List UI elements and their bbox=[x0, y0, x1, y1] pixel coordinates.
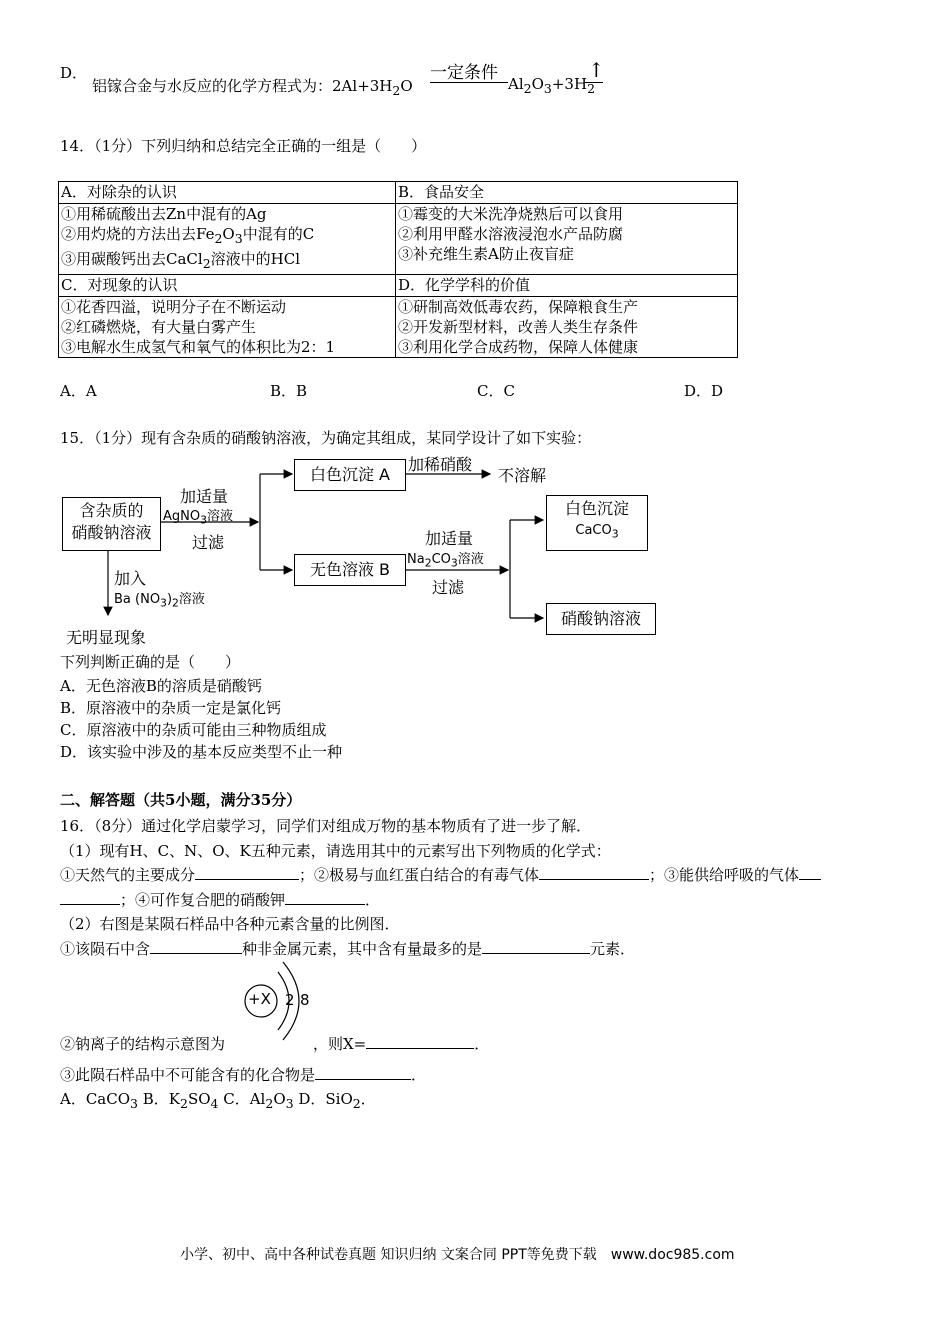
section2-title: 二、解答题（共5小题，满分35分） bbox=[60, 791, 302, 809]
down-add: 加入 bbox=[114, 569, 147, 588]
cell-b-body: ①霉变的大米洗净烧熟后可以食用 ②利用甲醛水溶液浸泡水产品防腐 ③补充维生素A防止夜盲症 bbox=[396, 204, 738, 275]
q13-condition: 一定条件 bbox=[430, 63, 498, 83]
step2-bottom: 过滤 bbox=[432, 578, 465, 597]
blank-x-value[interactable] bbox=[366, 1034, 474, 1049]
white-ppt-caco3-box: 白色沉淀 CaCO$_3$ bbox=[546, 495, 648, 551]
cell-a-body: ①用稀硫酸出去Zn中混有的Ag ②用灼烧的方法出去$Fe_2O_3$中混有的C ③用碳酸钙出去CaCl$_2$溶液中的HCl bbox=[59, 204, 396, 275]
q15-choice-b[interactable]: B．原溶液中的杂质一定是氯化钙 bbox=[60, 699, 282, 717]
step1-top: 加适量 bbox=[180, 487, 229, 506]
q16-p6b: ，则X= ． bbox=[313, 1035, 490, 1053]
gas-arrow-icon: ↑ bbox=[588, 58, 605, 82]
footer-text: 小学、初中、高中各种试卷真题 知识归纳 文案合同 PPT等免费下载 www.doc985.com bbox=[180, 1247, 735, 1263]
q13-eq-right: $Al_2O_3+3H_2$ bbox=[508, 75, 596, 96]
down-reagent: Ba $(NO_3)_2$溶液 bbox=[114, 592, 205, 610]
q13-eq-left: $2Al+3H_2O$ bbox=[332, 77, 413, 98]
q16-stem: 16．（8分）通过化学启蒙学习，同学们对组成万物的基本物质有了进一步了解． bbox=[60, 817, 592, 835]
start-solution-box: 含杂质的 硝酸钠溶液 bbox=[62, 497, 161, 551]
q14-stem: 14．（1分）下列归纳和总结完全正确的一组是（ ） bbox=[60, 137, 427, 155]
q13-d-label: D． bbox=[60, 64, 88, 82]
q16-p1: （1）现有H、C、N、O、K五种元素，请选用其中的元素写出下列物质的化学式： bbox=[60, 842, 611, 860]
q14-option-a[interactable]: A．A bbox=[60, 382, 97, 400]
ion-shell-2: 8 bbox=[300, 991, 310, 1009]
q15-choice-c[interactable]: C．原溶液中的杂质可能由三种物质组成 bbox=[60, 721, 327, 739]
no-phenomenon: 无明显现象 bbox=[66, 628, 147, 647]
q15-stem: 15．（1分）现有含杂质的硝酸钠溶液，为确定其组成，某同学设计了如下实验： bbox=[60, 429, 592, 447]
q14-option-c[interactable]: C．C bbox=[477, 382, 515, 400]
step2-reagent: $Na_2CO_3$溶液 bbox=[407, 552, 484, 570]
insoluble: 不溶解 bbox=[498, 466, 547, 485]
cell-a-head: A．对除杂的认识 bbox=[59, 182, 396, 204]
q16-p5: ①该陨石中含 种非金属元素，其中含有量最多的是 元素． bbox=[60, 940, 636, 958]
q15-judge: 下列判断正确的是（ ） bbox=[60, 653, 241, 671]
step2-top: 加适量 bbox=[425, 529, 474, 548]
q15-choice-a[interactable]: A．无色溶液B的溶质是硝酸钙 bbox=[60, 677, 262, 695]
q15-choice-d[interactable]: D．该实验中涉及的基本反应类型不止一种 bbox=[60, 743, 343, 761]
q13-d-desc: 铝镓合金与水反应的化学方程式为： bbox=[92, 77, 333, 95]
nano3-solution-box: 硝酸钠溶液 bbox=[546, 603, 656, 635]
blank-impossible-compound[interactable] bbox=[315, 1065, 411, 1080]
cell-b-head: B．食品安全 bbox=[396, 182, 738, 204]
q16-p8: A．CaCO$_3$ B．$K_2SO_4$ C．$Al_2O_3$ D．SiO$_2$． bbox=[60, 1090, 376, 1111]
ion-shell-1: 2 bbox=[285, 991, 295, 1009]
colorless-b-box: 无色溶液 B bbox=[294, 554, 406, 586]
white-ppt-a-box: 白色沉淀 A bbox=[294, 459, 406, 491]
cell-d-body: ①研制高效低毒农药，保障粮食生产 ②开发新型材料，改善人类生存条件 ③利用化学合成药物，保障人体健康 bbox=[396, 297, 738, 358]
q16-p3: ；④可作复合肥的硝酸钾 ． bbox=[60, 889, 380, 910]
cell-d-head: D．化学学科的价值 bbox=[396, 275, 738, 297]
q16-p6: ②钠离子的结构示意图为 bbox=[60, 1035, 226, 1053]
cell-c-body: ①花香四溢，说明分子在不断运动 ②红磷燃烧，有大量白雾产生 ③电解水生成氢气和氧气的体积比为2：1 bbox=[59, 297, 396, 358]
add-dil-acid: 加稀硝酸 bbox=[408, 455, 473, 474]
ion-nucleus-label: +X bbox=[248, 990, 271, 1008]
q14-option-b[interactable]: B．B bbox=[270, 382, 308, 400]
q16-p2: ①天然气的主要成分 ；②极易与血红蛋白结合的有毒气体 ；③能供给呼吸的气体 bbox=[60, 864, 821, 885]
q16-p7: ③此陨石样品中不可能含有的化合物是 ． bbox=[60, 1066, 427, 1084]
q16-p4: （2）右图是某陨石样品中各种元素含量的比例图． bbox=[60, 915, 400, 933]
cell-c-head: C．对现象的认识 bbox=[59, 275, 396, 297]
step1-bottom: 过滤 bbox=[192, 533, 225, 552]
step1-reagent: AgNO$_3$溶液 bbox=[163, 509, 234, 527]
q14-option-d[interactable]: D．D bbox=[684, 382, 724, 400]
